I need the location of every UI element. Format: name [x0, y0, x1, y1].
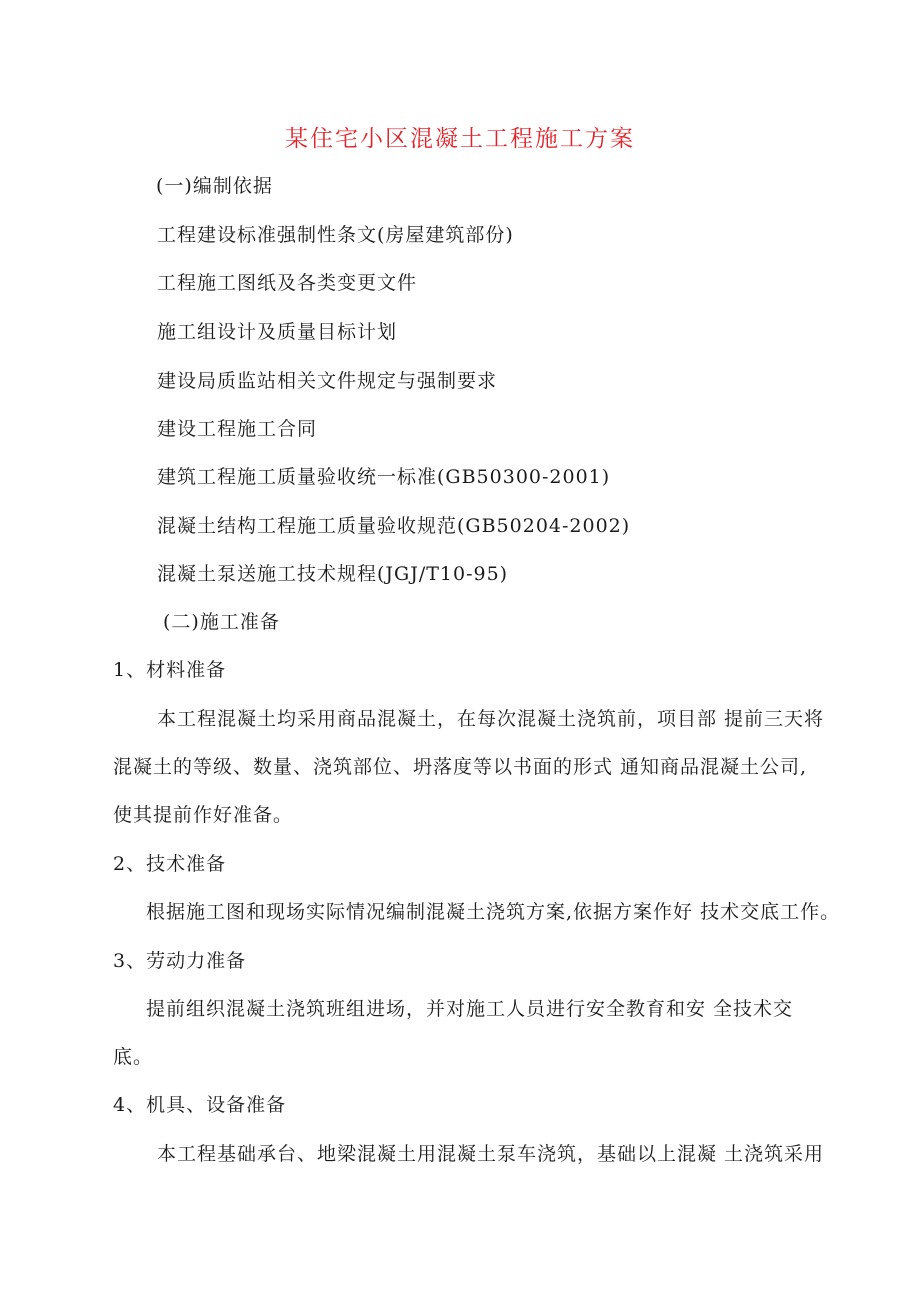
- paragraph-line: 底。: [113, 1046, 154, 1068]
- basis-item: 建筑工程施工质量验收统一标准(GB50300-2001): [157, 466, 611, 488]
- basis-item: 混凝土结构工程施工质量验收规范(GB50204-2002): [157, 515, 631, 537]
- basis-item: 建设局质监站相关文件规定与强制要求: [157, 370, 498, 392]
- basis-item: 工程施工图纸及各类变更文件: [157, 272, 418, 294]
- paragraph-line: 本工程混凝土均采用商品混凝土，在每次混凝土浇筑前，项目部 提前三天将: [157, 708, 825, 730]
- subsection-heading-materials: 1、材料准备: [113, 659, 227, 681]
- subsection-heading-equipment: 4、机具、设备准备: [113, 1094, 287, 1116]
- section-heading-preparation: (二)施工准备: [163, 611, 280, 633]
- document-title: 某住宅小区混凝土工程施工方案: [285, 126, 635, 152]
- paragraph-line: 使其提前作好准备。: [113, 804, 294, 826]
- basis-item: 工程建设标准强制性条文(房屋建筑部份): [157, 224, 514, 246]
- basis-item: 施工组设计及质量目标计划: [157, 321, 398, 343]
- paragraph-line: 提前组织混凝土浇筑班组进场，并对施工人员进行安全教育和安 全技术交: [146, 998, 794, 1020]
- section-heading-basis: (一)编制依据: [156, 175, 273, 197]
- basis-item: 建设工程施工合同: [157, 418, 318, 440]
- paragraph-line: 根据施工图和现场实际情况编制混凝土浇筑方案,依据方案作好 技术交底工作。: [146, 901, 841, 923]
- paragraph-line: 混凝土的等级、数量、浇筑部位、坍落度等以书面的形式 通知商品混凝土公司,: [113, 756, 808, 778]
- subsection-heading-labor: 3、劳动力准备: [113, 950, 247, 972]
- subsection-heading-technical: 2、技术准备: [113, 853, 227, 875]
- basis-item: 混凝土泵送施工技术规程(JGJ/T10-95): [157, 563, 509, 585]
- paragraph-line: 本工程基础承台、地梁混凝土用混凝土泵车浇筑，基础以上混凝 土浇筑采用: [157, 1143, 825, 1165]
